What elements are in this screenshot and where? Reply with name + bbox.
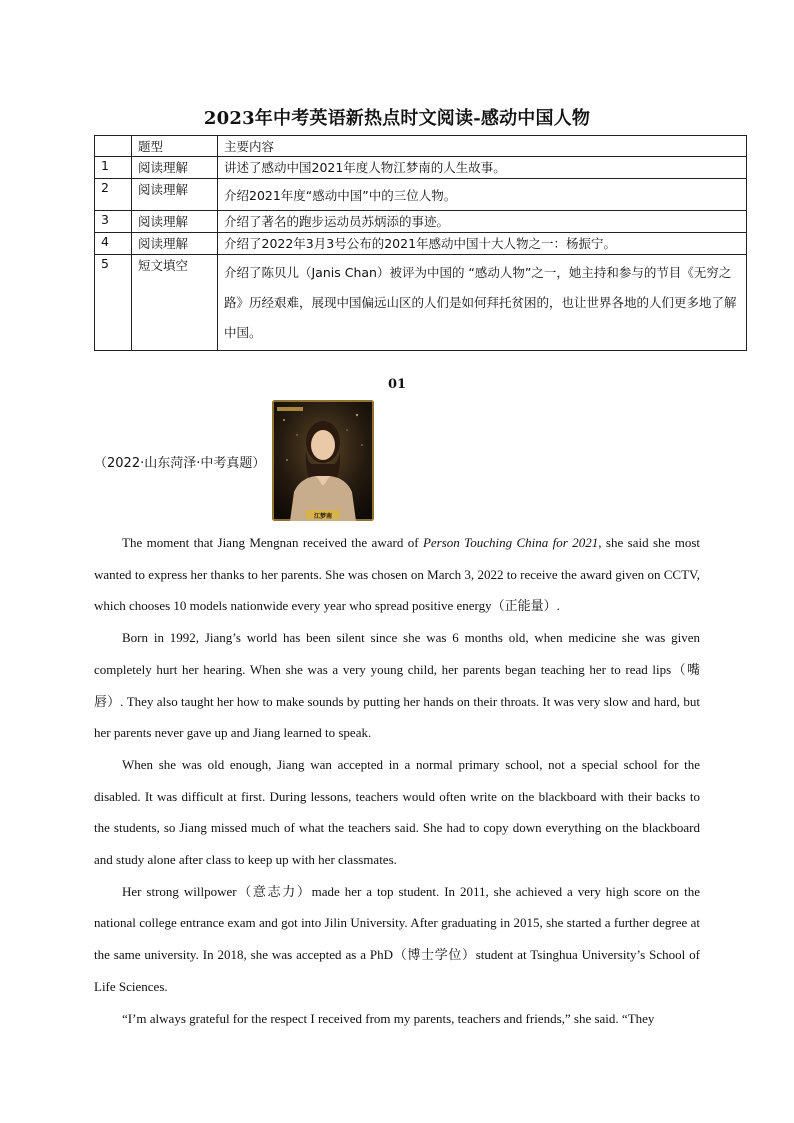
row-type: 阅读理解	[132, 157, 218, 179]
paragraph-5: “I’m always grateful for the respect I received from my parents, teachers and friends,” she said. “They	[122, 1010, 655, 1026]
table-row	[95, 233, 747, 255]
row-type: 阅读理解	[132, 233, 218, 255]
award-name: Person Touching China for 2021	[422, 535, 599, 550]
row-content: 介绍2021年度“感动中国”中的三位人物。	[218, 179, 747, 211]
row-content: 讲述了感动中国2021年度人物江梦南的人生故事。	[218, 157, 747, 179]
row-type: 阅读理解	[132, 179, 218, 211]
page-title: 2023年中考英语新热点时文阅读-感动中国人物	[203, 108, 591, 129]
table-row	[95, 179, 747, 211]
paragraph-2: Born in 1992, Jiang’s world has been silent since she was 6 months old, when medicine she was given completely hurt her hearing. When she was a very young child, her parents began teaching her to read lips（嘴唇）. They also taught her how to make sounds by putting her hands on their throats. It was very slow and hard, but her parents never gave up and Jiang learned to speak.	[94, 630, 700, 741]
row-content: 介绍了陈贝儿（Janis Chan）被评为中国的 “感动人物”之一，她主持和参与的节目《无穷之路》历经艰难，展现中国偏远山区的人们是如何拜托贫困的，也让世界各地的人们更多地了解中国。	[218, 255, 747, 351]
section-number: 01	[387, 377, 407, 392]
header-cell-type: 题型	[132, 136, 218, 157]
row-content: 介绍了著名的跑步运动员苏炳添的事迹。	[218, 211, 747, 233]
row-number: 3	[95, 211, 132, 233]
row-number: 5	[95, 255, 132, 351]
row-number: 4	[95, 233, 132, 255]
portrait-illustration	[272, 400, 374, 521]
table-row	[95, 211, 747, 233]
row-type: 阅读理解	[132, 211, 218, 233]
portrait-photo	[272, 400, 374, 521]
table-row	[95, 157, 747, 179]
row-number: 1	[95, 157, 132, 179]
source-label: （2022·山东菏泽·中考真题）	[94, 456, 266, 471]
row-type: 短文填空	[132, 255, 218, 351]
paragraph-4: Her strong willpower（意志力）made her a top student. In 2011, she achieved a very high score on the national college entrance exam and got into Jilin University. After graduating in 2015, she started a further degree at the same university. In 2018, she was accepted as a PhD（博士学位）student at Tsinghua University’s School of Life Sciences.	[94, 883, 700, 994]
photo-caption: 江梦南	[313, 513, 332, 520]
paragraph-1: The moment that Jiang Mengnan received the award of Person Touching China for 2021, she said she most wanted to express her thanks to her parents. She was chosen on March 3, 2022 to receive the award given on CCTV, which chooses 10 models nationwide every year who spread positive energy（正能量）.	[94, 535, 701, 614]
table-header-row	[95, 136, 747, 157]
summary-table	[94, 135, 747, 351]
row-content: 介绍了2022年3月3号公布的2021年感动中国十大人物之一：杨振宁。	[218, 233, 747, 255]
paragraph-3: When she was old enough, Jiang wan accepted in a normal primary school, not a special school for the disabled. It was difficult at first. During lessons, teachers would often write on the blackboard with their backs to the students, so Jiang missed much of what the teachers said. She had to copy down everything on the blackboard and study alone after class to keep up with her classmates.	[94, 756, 700, 868]
article-body	[94, 527, 700, 1034]
header-cell-num	[95, 136, 132, 157]
table-row	[95, 255, 747, 351]
row-number: 2	[95, 179, 132, 211]
header-cell-content: 主要内容	[218, 136, 747, 157]
